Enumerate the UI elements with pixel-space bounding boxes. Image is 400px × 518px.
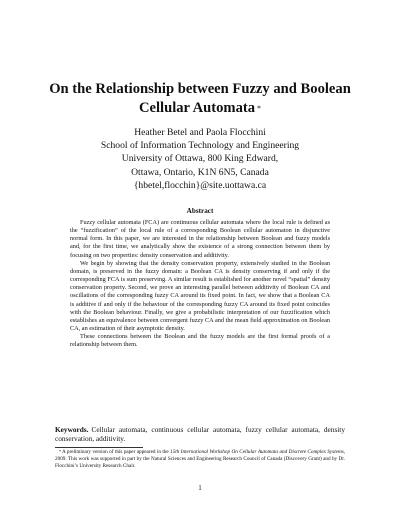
footnote-rest: , 2009. This work was supported in part by the Natural Sciences and Engineering Research Council of Canada (Discovery Grant) and by Dr. Flocchini’s University Research Chair. (55, 449, 346, 469)
author-names: Heather Betel and Paola Flocchini (134, 127, 266, 138)
abstract-heading: Abstract (186, 207, 214, 215)
title-line-2 (40, 99, 360, 118)
footnote (55, 449, 345, 470)
keywords-label: Keywords. (55, 425, 89, 434)
keywords-section (55, 425, 345, 444)
abstract-paragraph-3: These connections between the Boolean and the fuzzy models are the first formal proofs of a relationship between them. (70, 333, 330, 349)
title-footnote-marker: * (257, 104, 262, 113)
footnote-marker: * (59, 449, 61, 454)
title-line-2-text: Cellular Automata (138, 100, 256, 116)
affiliation-city: Ottawa, Ontario, K1N 6N5, Canada (131, 166, 269, 178)
author-block (60, 126, 340, 192)
affiliation-university: University of Ottawa, 800 King Edward, (121, 153, 279, 165)
keywords-text: Cellular automata, continuous cellular automata, fuzzy cellular automata, density conservation, additivity. (55, 425, 345, 444)
abstract-paragraph-1: Fuzzy cellular automata (FCA) are continuous cellular automata where the local rule is defined as the “fuzzification” of the local rule of a corresponding Boolean cellular automaton in disjunctive normal form. In this paper, we are interested in the relationship between Boolean and fuzzy models and, for the first time, we analytically show the existence of a strong connection between them by focusing on two properties: density conservation and additivity. (70, 219, 330, 259)
abstract-body (70, 219, 330, 350)
page-number: 1 (198, 484, 202, 492)
footnote-divider (55, 447, 143, 448)
affiliation-school: School of Information Technology and Engineering (100, 140, 300, 152)
footnote-lead: A preliminary version of this paper appeared in the (62, 449, 169, 455)
footnote-venue: 15th International Workshop On Cellular Automata and Discrete Complex Systems (170, 449, 344, 455)
author-email: {hbetel,flocchin}@site.uottawa.ca (133, 179, 267, 191)
abstract-paragraph-2: We begin by showing that the density conservation property, extensively studied in the Boolean domain, is preserved in the fuzzy domain: a Boolean CA is density conserving if and only if the corresponding FCA is sum preserving. A similar result is established for another novel “spatial” density conservation property. Second, we prove an interesting parallel between additivity of Boolean CA and oscillations of the corresponding fuzzy CA around its fixed point. In fact, we show that a Boolean CA is additive if and only if the behaviour of the corresponding fuzzy CA around its fixed point coincides with the Boolean behaviour. Finally, we give a probabilistic interpretation of our fuzzification which establishes an equivalence between convergent fuzzy CA and the mean field approximation on Boolean CA, an estimation of their asymptotic density. (70, 259, 330, 333)
title-line-1: On the Relationship between Fuzzy and Boolean (49, 81, 351, 97)
paper-title (40, 80, 360, 118)
